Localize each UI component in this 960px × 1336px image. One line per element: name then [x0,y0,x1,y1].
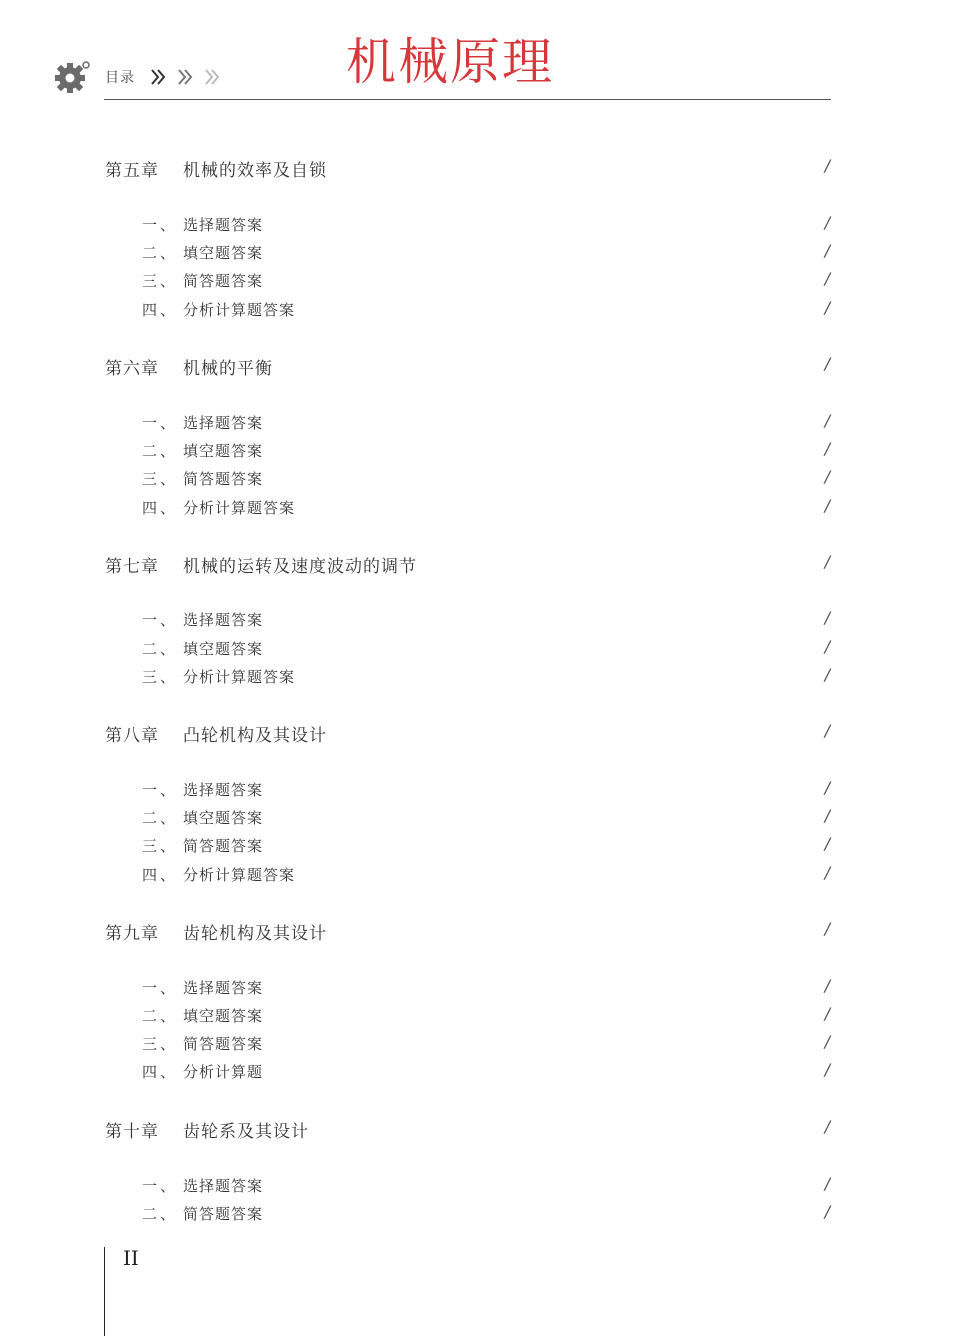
section-number: 一、 [142,781,179,799]
page-ref: / [824,665,830,684]
page-ref: / [824,1004,830,1023]
page-ref: / [824,354,830,373]
chapter-title: 机械的平衡 [183,359,273,379]
toc-label: 目录 [105,70,135,86]
page-ref: / [824,608,830,627]
toc-section[interactable] [0,439,960,465]
section-number: 一、 [142,1177,179,1195]
page-number: II [123,1246,139,1270]
section-number: 三、 [142,1035,179,1053]
section-number: 二、 [142,244,179,262]
section-title: 分析计算题答案 [183,668,296,686]
toc-chapter[interactable] [0,156,960,182]
chapter-title: 齿轮机构及其设计 [183,924,327,944]
toc-section[interactable] [0,1032,960,1058]
chapter-title: 机械的运转及速度波动的调节 [183,557,417,577]
section-title: 简答题答案 [183,1035,264,1053]
page-ref: / [824,1174,830,1193]
page-ref: / [824,213,830,232]
toc-section[interactable] [0,213,960,239]
page-ref: / [824,269,830,288]
section-number: 四、 [142,866,179,884]
toc-section[interactable] [0,467,960,493]
section-title: 简答题答案 [183,837,264,855]
page-ref: / [824,241,830,260]
toc-section[interactable] [0,1060,960,1086]
chapter-title: 机械的效率及自锁 [183,161,327,181]
section-number: 三、 [142,272,179,290]
toc-section[interactable] [0,834,960,860]
section-title: 选择题答案 [183,611,264,629]
section-title: 填空题答案 [183,442,264,460]
toc-section[interactable] [0,1004,960,1030]
chapter-number: 第九章 [105,924,159,944]
page-ref: / [824,156,830,175]
chapter-title: 凸轮机构及其设计 [183,726,327,746]
section-title: 填空题答案 [183,640,264,658]
section-title: 简答题答案 [183,272,264,290]
section-number: 三、 [142,668,179,686]
section-number: 一、 [142,216,179,234]
chapter-number: 第五章 [105,161,159,181]
section-number: 二、 [142,1205,179,1223]
toc-section[interactable] [0,1174,960,1200]
section-number: 一、 [142,611,179,629]
toc-section[interactable] [0,976,960,1002]
section-title: 填空题答案 [183,809,264,827]
page-ref: / [824,806,830,825]
toc-section[interactable] [0,241,960,267]
toc-section[interactable] [0,806,960,832]
toc-chapter[interactable] [0,919,960,945]
section-number: 二、 [142,442,179,460]
chapter-number: 第十章 [105,1122,159,1142]
footer-divider [104,1247,105,1336]
toc-section[interactable] [0,1202,960,1228]
section-number: 二、 [142,1007,179,1025]
section-number: 三、 [142,470,179,488]
section-title: 简答题答案 [183,1205,264,1223]
toc-section[interactable] [0,665,960,691]
page-ref: / [824,552,830,571]
page-ref: / [824,919,830,938]
section-title: 选择题答案 [183,979,264,997]
page-ref: / [824,1117,830,1136]
toc-section[interactable] [0,778,960,804]
section-number: 四、 [142,1063,179,1081]
toc-section[interactable] [0,863,960,889]
section-number: 四、 [142,499,179,517]
section-title: 分析计算题答案 [183,499,296,517]
toc-section[interactable] [0,637,960,663]
page-ref: / [824,1202,830,1221]
section-title: 选择题答案 [183,216,264,234]
section-title: 简答题答案 [183,470,264,488]
toc-section[interactable] [0,411,960,437]
toc-section[interactable] [0,269,960,295]
toc-chapter[interactable] [0,721,960,747]
page-ref: / [824,976,830,995]
chapter-title: 齿轮系及其设计 [183,1122,309,1142]
toc-section[interactable] [0,298,960,324]
section-number: 一、 [142,979,179,997]
toc-chapter[interactable] [0,354,960,380]
section-title: 分析计算题答案 [183,301,296,319]
section-title: 分析计算题答案 [183,866,296,884]
page-ref: / [824,637,830,656]
page-ref: / [824,439,830,458]
page-ref: / [824,1060,830,1079]
page-ref: / [824,1032,830,1051]
book-title: 机械原理 [346,33,554,91]
section-title: 填空题答案 [183,244,264,262]
page-ref: / [824,721,830,740]
section-title: 选择题答案 [183,781,264,799]
page-ref: / [824,778,830,797]
section-title: 填空题答案 [183,1007,264,1025]
page-ref: / [824,298,830,317]
toc-section[interactable] [0,608,960,634]
section-title: 分析计算题 [183,1063,264,1081]
page-ref: / [824,467,830,486]
chapter-number: 第六章 [105,359,159,379]
page-ref: / [824,834,830,853]
section-number: 一、 [142,414,179,432]
page-ref: / [824,496,830,515]
chapter-number: 第八章 [105,726,159,746]
section-title: 选择题答案 [183,1177,264,1195]
section-number: 四、 [142,301,179,319]
section-number: 三、 [142,837,179,855]
chapter-number: 第七章 [105,557,159,577]
section-number: 二、 [142,809,179,827]
section-title: 选择题答案 [183,414,264,432]
toc-chapter[interactable] [0,1117,960,1143]
toc-chapter[interactable] [0,552,960,578]
toc-section[interactable] [0,496,960,522]
section-number: 二、 [142,640,179,658]
page-ref: / [824,863,830,882]
page-ref: / [824,411,830,430]
